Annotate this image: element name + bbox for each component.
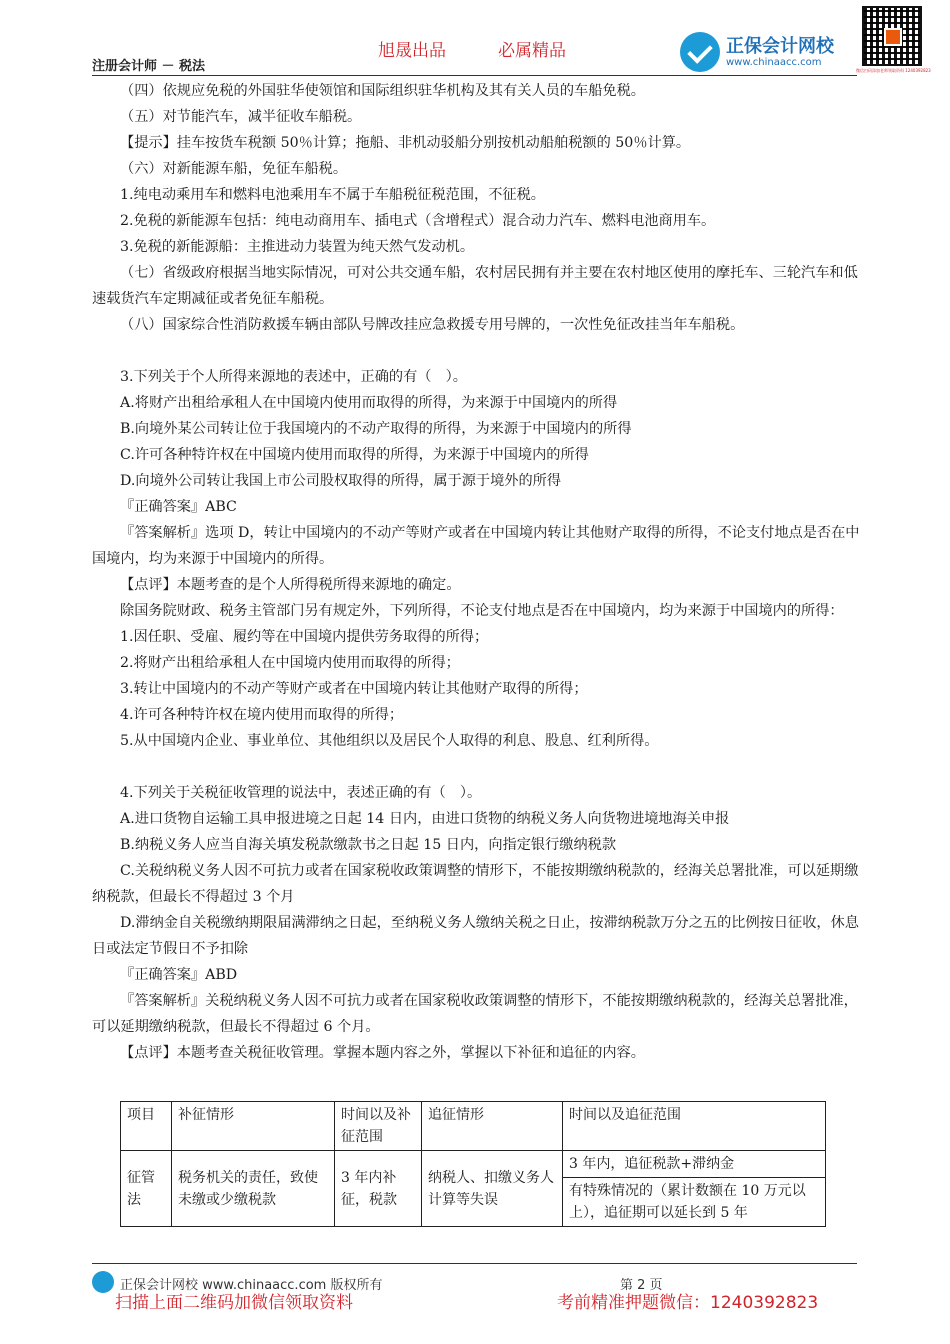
table-cell: 3 年内，追征税款+滞纳金 bbox=[563, 1151, 826, 1178]
logo-name: 正保会计网校 bbox=[726, 36, 834, 57]
table-header-cell: 项目 bbox=[121, 1102, 172, 1151]
answer-explanation: 『答案解析』关税纳税义务人因不可抗力或者在国家税收政策调整的情形下，不能按期缴纳税款的，经海关总署批准，可以延期缴纳税款，但最长不得超过 6 个月。 bbox=[92, 993, 858, 1035]
table-header-cell: 追征情形 bbox=[422, 1102, 563, 1151]
table-row bbox=[121, 1151, 826, 1178]
list-item: 2.将财产出租给承租人在中国境内使用而取得的所得； bbox=[120, 655, 460, 671]
page-number: 第 2 页 bbox=[620, 1278, 663, 1293]
document-subject: 注册会计师 － 税法 bbox=[92, 59, 206, 74]
banner-right: 必属精品 bbox=[498, 41, 566, 61]
qr-note: 微信扫码添加老师领取资料 1240392823 bbox=[856, 68, 931, 73]
footer-promo-right: 考前精准押题微信：1240392823 bbox=[557, 1293, 819, 1313]
table-header-row bbox=[121, 1102, 826, 1151]
paragraph: （八）国家综合性消防救援车辆由部队号牌改挂应急救援专用号牌的，一次性免征改挂当年车船税。 bbox=[120, 317, 745, 333]
table-cell: 3 年内补征，税款 bbox=[335, 1151, 422, 1227]
correct-answer: 『正确答案』ABC bbox=[120, 499, 237, 515]
table-cell: 征管法 bbox=[121, 1151, 172, 1227]
table-header-cell: 时间以及追征范围 bbox=[563, 1102, 826, 1151]
table-cell: 纳税人、扣缴义务人计算等失误 bbox=[422, 1151, 563, 1227]
list-item: 1.因任职、受雇、履约等在中国境内提供劳务取得的所得； bbox=[120, 629, 489, 645]
tip-paragraph: 【提示】挂车按货车税额 50％计算；拖船、非机动驳船分别按机动船舶税额的 50％计算。 bbox=[120, 135, 691, 151]
paragraph: （五）对节能汽车，减半征收车船税。 bbox=[120, 109, 362, 125]
paragraph: （四）依规应免税的外国驻华使领馆和国际组织驻华机构及其有关人员的车船免税。 bbox=[120, 83, 645, 99]
footer-promo-left: 扫描上面二维码加微信领取资料 bbox=[115, 1293, 353, 1313]
chinaacc-logo bbox=[680, 30, 860, 76]
list-item: 4.许可各种特许权在境内使用而取得的所得； bbox=[120, 707, 404, 723]
table-cell: 有特殊情况的（累计数额在 10 万元以上），追征期可以延长到 5 年 bbox=[563, 1178, 826, 1227]
correct-answer: 『正确答案』ABD bbox=[120, 967, 238, 983]
question-3: 3.下列关于个人所得来源地的表述中，正确的有（ ）。 bbox=[120, 369, 467, 385]
option-a: A.将财产出租给承租人在中国境内使用而取得的所得，为来源于中国境内的所得 bbox=[120, 395, 618, 411]
option-c: C.关税纳税义务人因不可抗力或者在国家税收政策调整的情形下，不能按期缴纳税款的，经海关总署批准，可以延期缴纳税款，但最长不得超过 3 个月 bbox=[92, 863, 859, 905]
review-note: 【点评】本题考查关税征收管理。掌握本题内容之外，掌握以下补征和追征的内容。 bbox=[120, 1045, 645, 1061]
option-b: B.纳税义务人应当自海关填发税款缴款书之日起 15 日内，向指定银行缴纳税款 bbox=[120, 837, 617, 853]
logo-url: www.chinaacc.com bbox=[726, 57, 822, 68]
paragraph: 除国务院财政、税务主管部门另有规定外，下列所得，不论支付地点是否在中国境内，均为来源于中国境内的所得： bbox=[120, 603, 844, 619]
table-cell: 税务机关的责任，致使未缴或少缴税款 bbox=[172, 1151, 335, 1227]
footer-copyright: 正保会计网校 www.chinaacc.com 版权所有 bbox=[120, 1278, 383, 1293]
paragraph: 1.纯电动乘用车和燃料电池乘用车不属于车船税征税范围，不征税。 bbox=[120, 187, 545, 203]
option-b: B.向境外某公司转让位于我国境内的不动产取得的所得，为来源于中国境内的所得 bbox=[120, 421, 632, 437]
document-body bbox=[92, 78, 860, 1066]
list-item: 3.转让中国境内的不动产等财产或者在中国境内转让其他财产取得的所得； bbox=[120, 681, 588, 697]
table-header-cell: 时间以及补征范围 bbox=[335, 1102, 422, 1151]
question-4: 4.下列关于关税征收管理的说法中，表述正确的有（ ）。 bbox=[120, 785, 482, 801]
paragraph: 3.免税的新能源船：主推进动力装置为纯天然气发动机。 bbox=[120, 239, 475, 255]
table-header-cell: 补征情形 bbox=[172, 1102, 335, 1151]
qr-center-logo-icon bbox=[884, 28, 902, 46]
qr-code[interactable] bbox=[856, 6, 931, 88]
logo-check-icon bbox=[680, 32, 720, 72]
banner-left: 旭晟出品 bbox=[378, 41, 446, 61]
footer-logo-icon bbox=[92, 1271, 114, 1293]
option-c: C.许可各种特许权在中国境内使用而取得的所得，为来源于中国境内的所得 bbox=[120, 447, 589, 463]
paragraph: （七）省级政府根据当地实际情况，可对公共交通车船，农村居民拥有并主要在农村地区使用的摩托车、三轮汽车和低速载货汽车定期减征或者免征车船税。 bbox=[92, 265, 858, 307]
answer-explanation: 『答案解析』选项 D，转让中国境内的不动产等财产或者在中国境内转让其他财产取得的所得，不论支付地点是否在中国境内，均为来源于中国境内的所得。 bbox=[92, 525, 860, 567]
collection-table bbox=[120, 1101, 826, 1227]
footer-divider bbox=[92, 1263, 857, 1264]
option-d: D.向境外公司转让我国上市公司股权取得的所得，属于源于境外的所得 bbox=[120, 473, 562, 489]
paragraph: 2.免税的新能源车包括：纯电动商用车、插电式（含增程式）混合动力汽车、燃料电池商用车。 bbox=[120, 213, 716, 229]
review-note: 【点评】本题考查的是个人所得税所得来源地的确定。 bbox=[120, 577, 461, 593]
list-item: 5.从中国境内企业、事业单位、其他组织以及居民个人取得的利息、股息、红利所得。 bbox=[120, 733, 659, 749]
header-divider bbox=[92, 75, 857, 76]
paragraph: （六）对新能源车船，免征车船税。 bbox=[120, 161, 348, 177]
option-a: A.进口货物自运输工具申报进境之日起 14 日内，由进口货物的纳税义务人向货物进境地海关申报 bbox=[120, 811, 730, 827]
option-d: D.滞纳金自关税缴纳期限届满滞纳之日起，至纳税义务人缴纳关税之日止，按滞纳税款万分之五的比例按日征收，休息日或法定节假日不予扣除 bbox=[92, 915, 859, 957]
